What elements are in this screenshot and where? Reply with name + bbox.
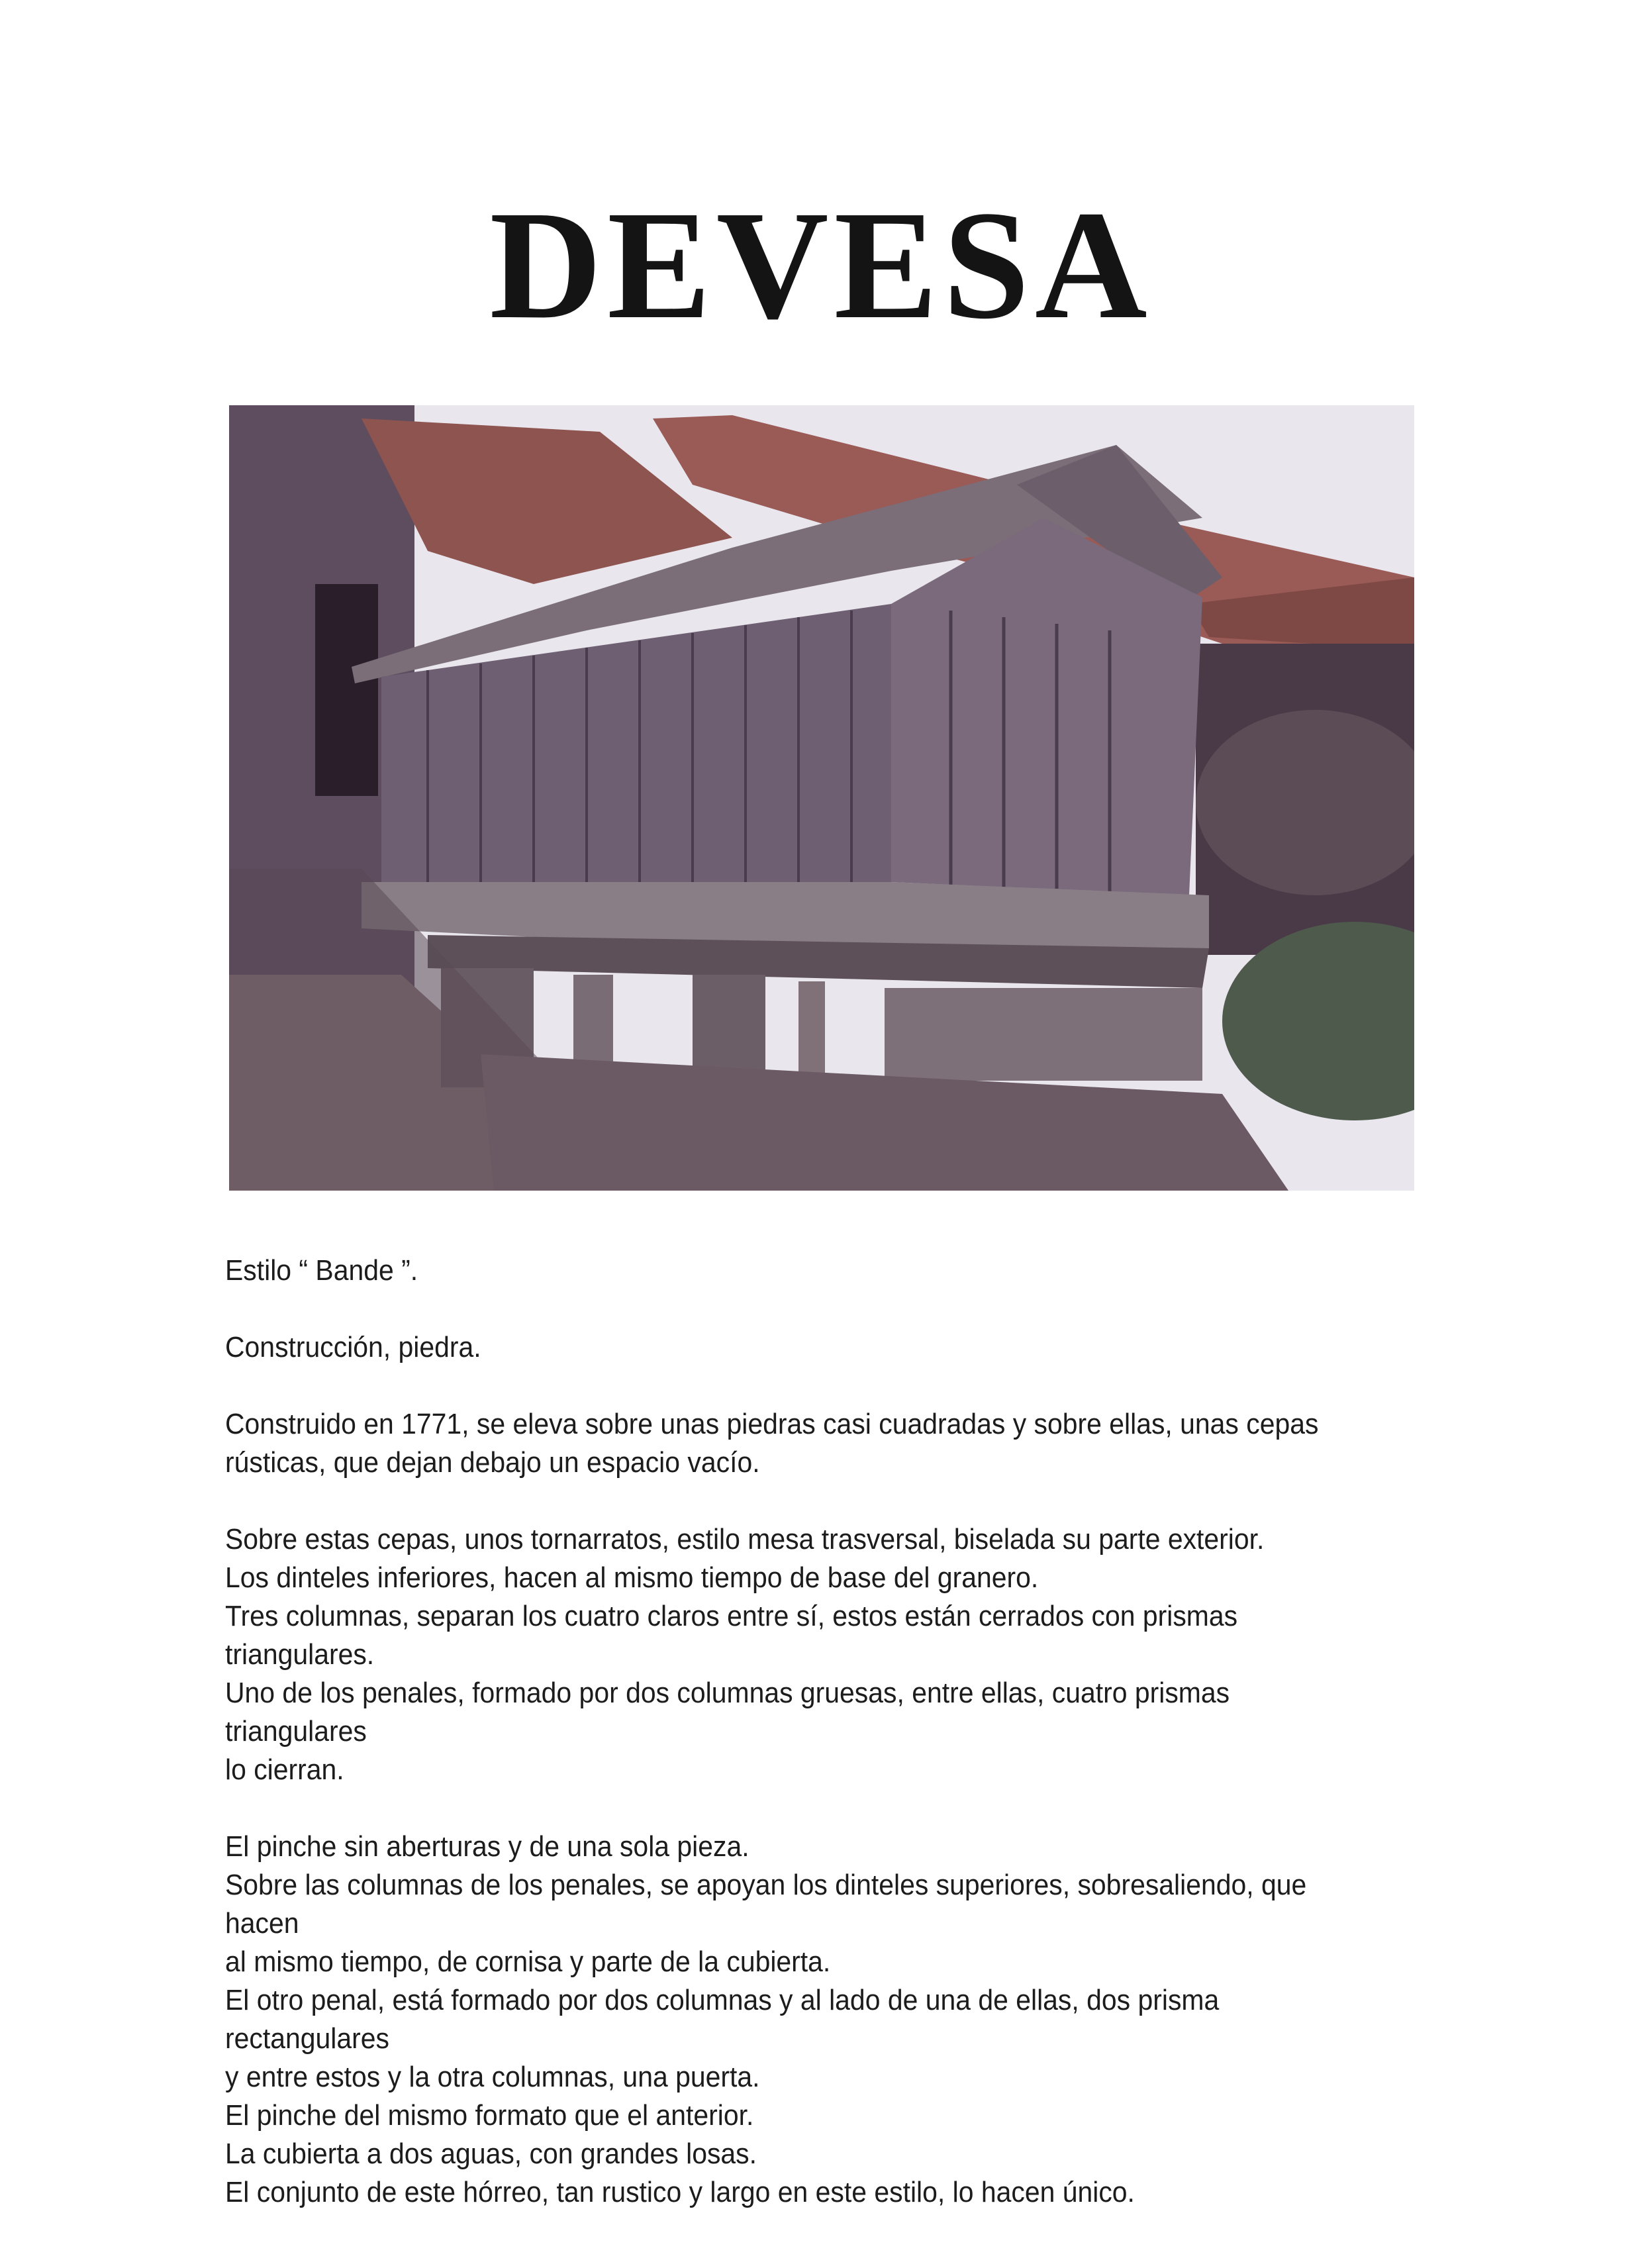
text-line: La cubierta a dos aguas, con grandes losas.	[225, 2138, 757, 2170]
text-line: y entre estos y la otra columnas, una puerta.	[225, 2061, 760, 2093]
text-line: lo cierran.	[225, 1753, 344, 1786]
paragraph	[225, 1328, 1346, 1367]
paragraph	[225, 1520, 1346, 1789]
text-line: El otro penal, está formado por dos columnas y al lado de una de ellas, dos prisma rectangulares	[225, 1984, 1220, 2055]
text-line: Tres columnas, separan los cuatro claros entre sí, estos están cerrados con prismas triangulares.	[225, 1600, 1238, 1671]
text-line: al mismo tiempo, de cornisa y parte de la cubierta.	[225, 1946, 831, 1978]
text-line: Construcción, piedra.	[225, 1331, 481, 1363]
page-title: DEVESA	[489, 179, 1153, 351]
text-line: Estilo “ Bande ”.	[225, 1254, 418, 1287]
text-line: Uno de los penales, formado por dos columnas gruesas, entre ellas, cuatro prismas triangulares	[225, 1677, 1230, 1748]
text-line: Los dinteles inferiores, hacen al mismo tiempo de base del granero.	[225, 1561, 1039, 1594]
text-line: Construido en 1771, se eleva sobre unas piedras casi cuadradas y sobre ellas, unas cepas	[225, 1408, 1319, 1440]
paragraph	[225, 1828, 1346, 2212]
paragraph	[225, 1252, 1346, 1290]
text-line: El conjunto de este hórreo, tan rustico y largo en este estilo, lo hacen único.	[225, 2176, 1135, 2208]
text-line: Sobre estas cepas, unos tornarratos, estilo mesa trasversal, biselada su parte exterior.	[225, 1523, 1265, 1555]
horreo-photo	[229, 405, 1414, 1191]
body-text	[225, 1252, 1346, 2250]
text-line: El pinche del mismo formato que el anterior.	[225, 2099, 754, 2132]
text-line: rústicas, que dejan debajo un espacio vacío.	[225, 1446, 760, 1479]
text-line: El pinche sin aberturas y de una sola pieza.	[225, 1830, 749, 1863]
paragraph	[225, 1405, 1346, 1482]
text-line: Sobre las columnas de los penales, se apoyan los dinteles superiores, sobresaliendo, que hacen	[225, 1869, 1307, 1940]
